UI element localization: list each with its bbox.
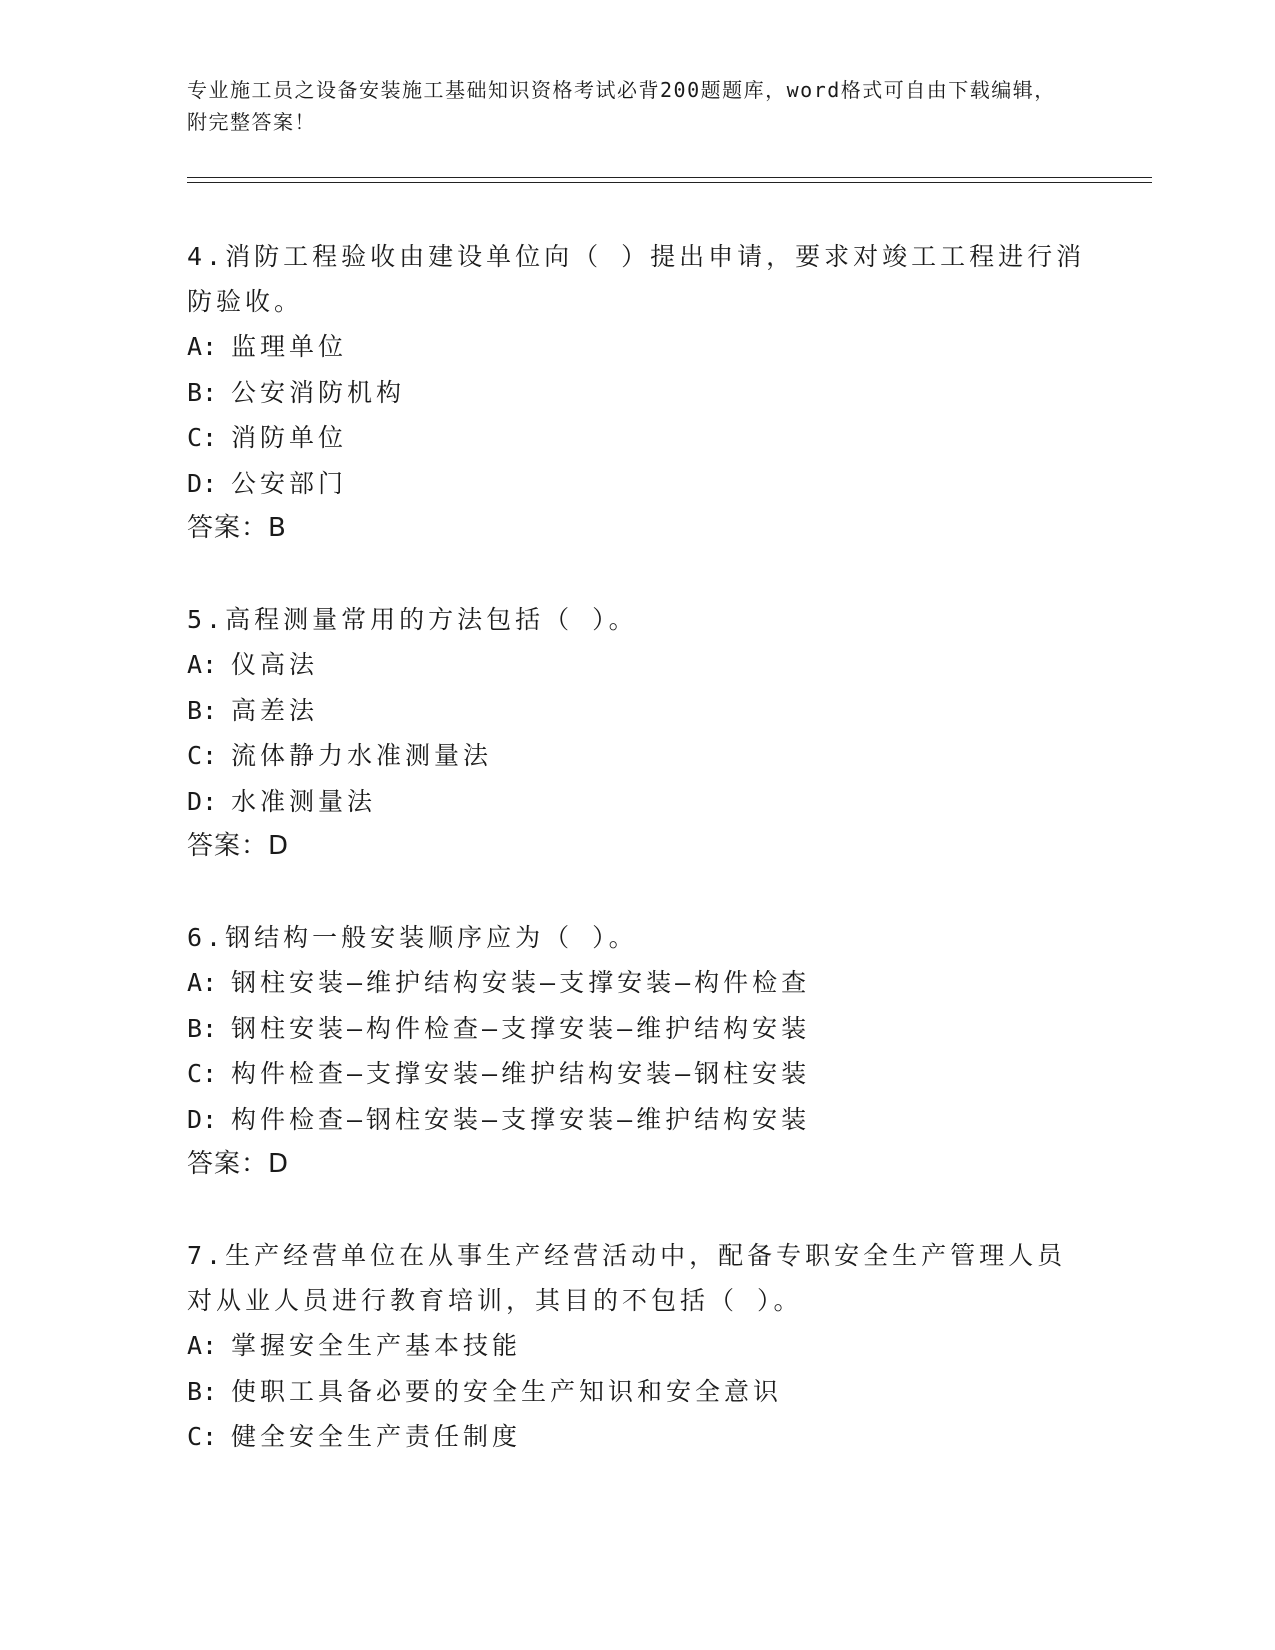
option-text: 构件检查—支撑安装—维护结构安装—钢柱安装 [231, 1059, 811, 1088]
option-letter: C: [187, 1422, 218, 1451]
option-c [187, 415, 1087, 461]
option-letter: B: [187, 695, 218, 725]
option-b [187, 1006, 1087, 1052]
option-text: 钢柱安装—维护结构安装—支撑安装—构件检查 [231, 968, 811, 997]
option-a [187, 642, 1087, 688]
option-b [187, 1369, 1087, 1415]
option-b [187, 688, 1087, 734]
answer-line: 答案：B [187, 513, 287, 543]
option-d [187, 461, 1087, 507]
option-text: 掌握安全生产基本技能 [231, 1331, 522, 1360]
option-letter: C: [187, 741, 218, 770]
question-stem: 7.生产经营单位在从事生产经营活动中，配备专职安全生产管理人员对从业人员进行教育培训，其目的不包括（ ）。 [187, 1241, 1067, 1315]
header-divider-top [187, 177, 1152, 178]
question-6 [187, 915, 1087, 1187]
document-header: 专业施工员之设备安装施工基础知识资格考试必背200题题库，word格式可自由下载编辑，附完整答案！ [187, 78, 1056, 134]
option-c [187, 1051, 1087, 1097]
option-letter: D: [187, 786, 218, 816]
option-letter: A: [187, 1331, 218, 1360]
header-divider-bottom [187, 182, 1152, 183]
option-letter: B: [187, 377, 218, 407]
option-letter: A: [187, 332, 218, 361]
option-text: 使职工具备必要的安全生产知识和安全意识 [231, 1376, 783, 1406]
option-text: 监理单位 [231, 332, 348, 361]
option-letter: C: [187, 423, 218, 452]
option-letter: D: [187, 468, 218, 498]
question-stem: 5.高程测量常用的方法包括（ ）。 [187, 605, 638, 634]
answer-line: 答案：D [187, 831, 290, 861]
option-a [187, 960, 1087, 1006]
option-text: 钢柱安装—构件检查—支撑安装—维护结构安装 [231, 1013, 811, 1043]
question-list [187, 234, 1087, 1506]
option-a [187, 324, 1087, 370]
option-d [187, 1097, 1087, 1143]
option-text: 构件检查—钢柱安装—支撑安装—维护结构安装 [231, 1104, 811, 1134]
question-4 [187, 234, 1087, 551]
option-letter: B: [187, 1013, 218, 1043]
option-c [187, 733, 1087, 779]
option-letter: B: [187, 1376, 218, 1406]
option-c [187, 1414, 1087, 1460]
option-d [187, 779, 1087, 825]
option-text: 消防单位 [231, 423, 348, 452]
option-text: 公安消防机构 [231, 377, 406, 407]
option-text: 健全安全生产责任制度 [231, 1422, 522, 1451]
option-b [187, 370, 1087, 416]
option-letter: A: [187, 968, 218, 997]
answer-line: 答案：D [187, 1149, 290, 1179]
option-letter: D: [187, 1104, 218, 1134]
option-letter: A: [187, 650, 218, 679]
question-7 [187, 1233, 1087, 1460]
option-text: 仪高法 [231, 650, 319, 679]
option-text: 高差法 [231, 695, 319, 725]
option-letter: C: [187, 1059, 218, 1088]
question-stem: 4.消防工程验收由建设单位向（ ）提出申请，要求对竣工工程进行消防验收。 [187, 242, 1086, 316]
question-5 [187, 597, 1087, 869]
option-a [187, 1323, 1087, 1369]
option-text: 公安部门 [231, 468, 348, 498]
question-stem: 6.钢结构一般安装顺序应为（ ）。 [187, 923, 638, 952]
option-text: 水准测量法 [231, 786, 377, 816]
option-text: 流体静力水准测量法 [231, 741, 493, 770]
